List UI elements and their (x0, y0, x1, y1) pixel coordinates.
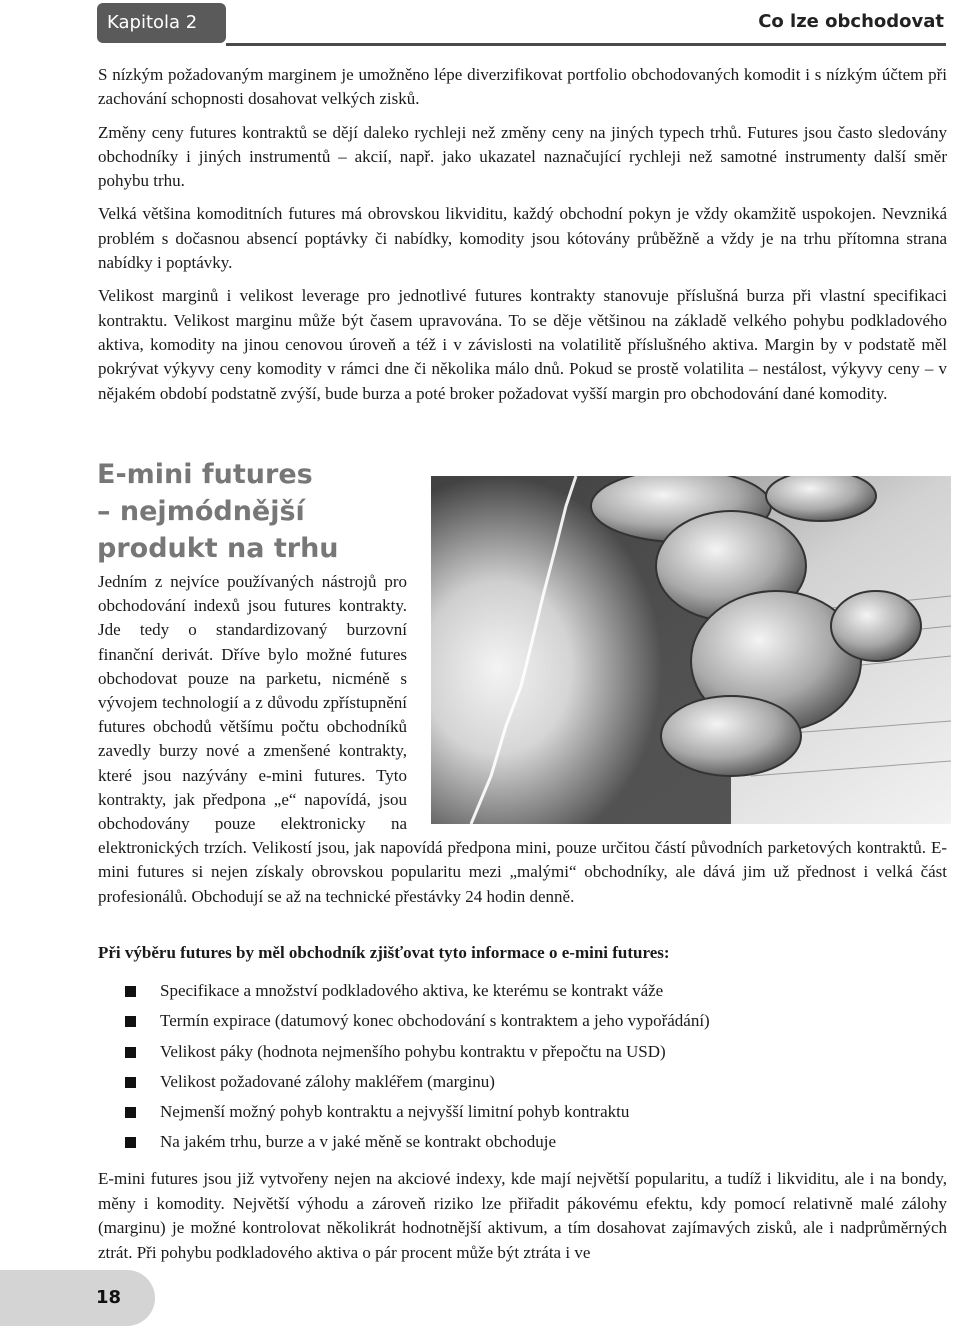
chapter-label: Kapitola 2 (97, 3, 226, 43)
section-intro-text: Jedním z nejvíce používaných nástrojů pro obchodování indexů jsou futures kontrakty. Jde tedy o standardizovaný burzovní finanční derivát. Dříve bylo možné futures obchodovat pouze na parketu, nicméně s vývojem technologií a z důvodu zpřístupnění futures obchodů většímu počtu obchodníků zavedly burzy nové a zmenšené kontrakty, které jsou nazývány e-mini futures. Tyto kontrakty, jak předpona „e“ napovídá, jsou obchodovány pouze elektronicky na elektronických trzích. Velikostí jsou, jak napovídá předpona mini, pouze určitou částí původních parketových kontraktů. E-mini futures si nejen získaly obrovskou popularitu mezi „malými“ obchodníky, ale dává jim už přednost i velká část profesionálů. Obchodují se až na technické přestávky 24 hodin denně. (98, 572, 947, 906)
list-item (98, 1067, 947, 1097)
heading-line: E-mini futures (97, 459, 313, 490)
bullet-square-icon (125, 1016, 136, 1027)
heading-line: – nejmódnější (97, 496, 305, 527)
list-item-text: Velikost požadované zálohy makléřem (marginu) (160, 1071, 495, 1091)
list-intro: Při výběru futures by měl obchodník zjišťovat tyto informace o e-mini futures: (98, 943, 670, 962)
list-item-text: Nejmenší možný pohyb kontraktu a nejvyšší limitní pohyb kontraktu (160, 1102, 630, 1122)
list-item (98, 1097, 947, 1127)
figure-wrap-spacer (407, 570, 947, 823)
info-list (98, 976, 947, 1157)
list-item (98, 976, 947, 1006)
list-item (98, 1127, 947, 1157)
list-item (98, 1037, 947, 1067)
bullet-square-icon (125, 1137, 136, 1148)
heading-line: produkt na trhu (97, 533, 339, 564)
list-item-text: Termín expirace (datumový konec obchodování s kontraktem a jeho vypořádání) (160, 1011, 710, 1031)
paragraph: Změny ceny futures kontraktů se dějí daleko rychleji než změny ceny na jiných typech trhů. Futures jsou často sledovány obchodníky i jiných instrumentů – akcií, např. jako ukazatel naznačující rychleji než samotné instrumenty další směr pohybu trhu. (98, 122, 947, 191)
section-intro-block (98, 570, 947, 909)
paragraph: Velká většina komoditních futures má obrovskou likviditu, každý obchodní pokyn je vždy okamžitě uspokojen. Nevzniká problém s dočasnou absencí poptávky či nabídky, komodity jsou kótovány průběžně a vždy je na trhu přítomna strana nabídky i poptávky. (98, 204, 947, 273)
page-number: 18 (0, 1270, 155, 1326)
list-item-text: Specifikace a množství podkladového aktiva, ke kterému se kontrakt váže (160, 981, 664, 1001)
bottom-text-block (98, 941, 947, 1265)
list-item (98, 1006, 947, 1036)
paragraph: S nízkým požadovaným marginem je umožněno lépe diverzifikovat portfolio obchodovaných komodit i s nízkým účtem při zachování schopnosti dosahovat velkých zisků. (98, 65, 947, 109)
list-item-text: Velikost páky (hodnota nejmenšího pohybu kontraktu v přepočtu na USD) (160, 1041, 666, 1061)
paragraph: Velikost marginů i velikost leverage pro jednotlivé futures kontrakty stanovuje příslušná burza při vlastní specifikaci kontraktu. Velikost marginu může být časem upravována. To se děje většinou na základě velkého pohybu podkladového aktiva, komodity na jinou cenovou úroveň a též i v závislosti na volatilitě příslušného aktiva. Margin by v podstatě měl pokrývat výkyvy ceny komodity v rámci dne či několika málo dnů. Pokud se prostě volatilita – nestálost, výkyvy ceny – v nějakém období podstatně zvýší, bude burza a poté broker požadovat vyšší margin pro obchodování dané komodity. (98, 286, 947, 403)
bullet-square-icon (125, 1107, 136, 1118)
section-title: Co lze obchodovat (758, 11, 944, 32)
bullet-square-icon (125, 1047, 136, 1058)
header-rule (226, 43, 946, 46)
section-heading (97, 456, 417, 567)
top-text-block (98, 63, 947, 406)
bullet-square-icon (125, 986, 136, 997)
bullet-square-icon (125, 1077, 136, 1088)
list-item-text: Na jakém trhu, burze a v jaké měně se kontrakt obchoduje (160, 1132, 557, 1152)
closing-paragraph: E-mini futures jsou již vytvořeny nejen na akciové indexy, kde mají největší popularitu, a tudíž i likviditu, ale i na bondy, měny i komodity. Největší výhodu a zároveň riziko lze přiřadit pákovému efektu, kdy pomocí relativně malé zálohy (marginu) je možné kontrolovat několikrát hodnotnější aktivum, a tím dosahovat zajímavých zisků, ale i nadprůměrných ztrát. Při pohybu podkladového aktiva o pár procent může být ztráta i ve (98, 1169, 947, 1262)
